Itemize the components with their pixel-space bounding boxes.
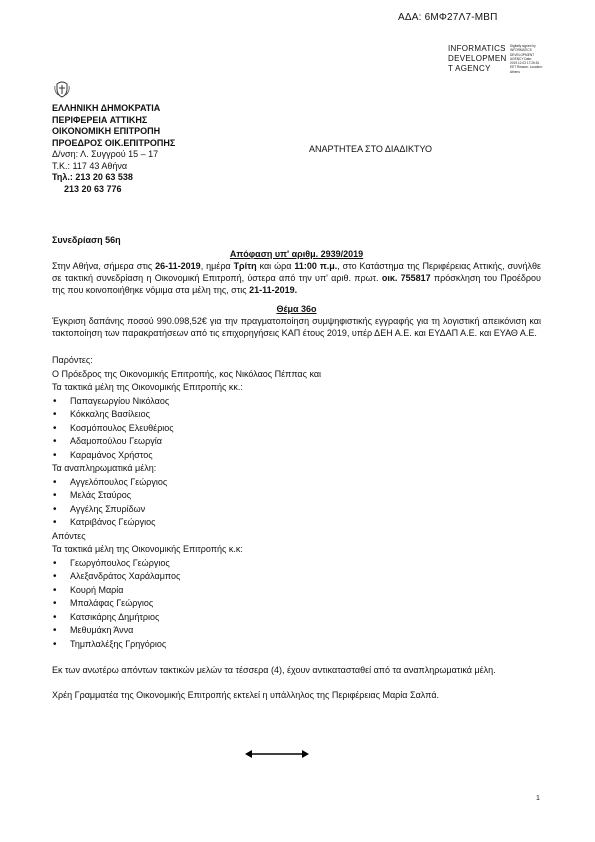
intro-text: Στην Αθήνα, σήμερα στις <box>52 261 156 271</box>
intro-text: και ώρα <box>256 261 295 271</box>
list-item: • Μεθυμάκη Άννα <box>52 624 541 638</box>
header-committee: ΟΙΚΟΝΟΜΙΚΗ ΕΠΙΤΡΟΠΗ <box>52 126 161 136</box>
header-president: ΠΡΟΕΔΡΟΣ ΟΙΚ.ΕΠΙΤΡΟΠΗΣ <box>52 137 176 148</box>
list-item: • Κουρή Μαρία <box>52 584 541 598</box>
absent-members-label: Τα τακτικά μέλη της Οικονομικής Επιτροπής κ.κ: <box>52 544 243 554</box>
list-item: • Καραμάνος Χρήστος <box>52 449 541 463</box>
list-item: • Κόκκαλης Βασίλειος <box>52 408 541 422</box>
list-item: • Κοσμόπουλος Ελευθέριος <box>52 422 541 436</box>
list-item: • Αδαμοπούλου Γεωργία <box>52 435 541 449</box>
header-phone-1: Τηλ.: 213 20 63 538 <box>52 172 133 182</box>
intro-paragraph <box>52 260 541 296</box>
list-item: • Γεωργόπουλος Γεώργιος <box>52 557 541 571</box>
regular-members-label: Τα τακτικά μέλη της Οικονομικής Επιτροπής κκ.: <box>52 382 243 392</box>
greek-coat-of-arms-icon <box>54 80 70 98</box>
intro-text: , στο Κατάστημα της Περιφέρειας Αττικής, συνήλθε σε τακτική συνεδρίαση η Οικονομική Επιτροπή, ύστερα από την υπ' αριθ. πρωτ. <box>52 261 541 283</box>
intro-text: πρόσκληση του Προέδρου της που κοινοποιήθηκε νόμιμα στα μέλη της, στις <box>52 273 541 295</box>
list-item: • Τημπλαλέξης Γρηγόριος <box>52 638 541 652</box>
publish-note: ΑΝΑΡΤΗΤΕΑ ΣΤΟ ΔΙΑΔΙΚΤΥΟ <box>309 144 432 154</box>
header-postal: Τ.Κ.: 117 43 Αθήνα <box>52 160 128 171</box>
notice-date: 21-11-2019. <box>249 285 298 295</box>
meeting-time: 11:00 π.μ. <box>294 261 338 271</box>
intro-text: , ημέρα <box>200 261 234 271</box>
list-item: • Αλεξανδράτος Χαράλαμπος <box>52 570 541 584</box>
header-address: Δ/νση: Λ. Συγγρού 15 – 17 <box>52 149 159 159</box>
session-number: Συνεδρίαση 56η <box>52 235 121 245</box>
present-label: Παρόντες: <box>52 355 93 365</box>
meeting-date: 26-11-2019 <box>155 261 201 271</box>
meeting-day: Τρίτη <box>233 261 257 271</box>
substitute-members-list <box>52 476 541 530</box>
absent-label: Απόντες <box>52 530 86 541</box>
list-item: • Μπαλάφας Γεώργιος <box>52 597 541 611</box>
topic-title: Θέμα 36ο <box>276 304 317 314</box>
protocol-number: οικ. 755817 <box>381 273 431 283</box>
list-item: • Αγγέλης Σπυρίδων <box>52 503 541 517</box>
page-number: 1 <box>536 795 540 802</box>
issuer-header <box>52 103 175 195</box>
stamp-agency: INFORMATICS DEVELOPMEN T AGENCY <box>448 44 507 73</box>
list-item: • Κατσικάρης Δημήτριος <box>52 611 541 625</box>
regular-members-list <box>52 395 541 463</box>
header-phone-2: 213 20 63 776 <box>64 183 122 194</box>
absent-members-list <box>52 557 541 652</box>
header-country: ΕΛΛΗΝΙΚΗ ΔΗΜΟΚΡΑΤΙΑ <box>52 103 161 113</box>
list-item: • Αγγελόπουλος Γεώργιος <box>52 476 541 490</box>
substitute-members-label: Τα αναπληρωματικά μέλη: <box>52 463 157 473</box>
topic-description: Έγκριση δαπάνης ποσού 990.098,52€ για την πραγματοποίηση συμψηφιστικής εγγραφής για τη λογιστική απεικόνιση και τακτοποίηση των παρακρατήσεων από τις επιχορηγήσεις ΚΑΠ έτους 2019, υπέρ ΔΕΗ Α.Ε. και ΕΥΔΑΠ Α.Ε. και ΕΥΑΘ Α.Ε. <box>52 316 541 338</box>
document-body <box>52 234 541 701</box>
list-item: • Παπαγεωργίου Νικόλαος <box>52 395 541 409</box>
double-arrow-icon <box>245 749 309 759</box>
list-item: • Μελάς Σταύρος <box>52 489 541 503</box>
stamp-fine-print: Digitally signed by INFORMATICS DEVELOPMENT AGENCY Date: 2019.12.03 17:26:51 EET Reason: Location: Athens <box>510 44 543 74</box>
replacement-note: Εκ των ανωτέρω απόντων τακτικών μελών τα τέσσερα (4), έχουν αντικατασταθεί από τα αναπληρωματικά μέλη. <box>52 665 496 675</box>
list-item: • Κατριβάνος Γεώργιος <box>52 516 541 530</box>
decision-title: Απόφαση υπ' αριθμ. 2939/2019 <box>229 249 364 259</box>
ada-code: ΑΔΑ: 6ΜΦ27Λ7-ΜΒΠ <box>398 12 498 23</box>
secretary-note: Χρέη Γραμματέα της Οικονομικής Επιτροπής εκτελεί η υπάλληλος της Περιφέρειας Μαρία Σαλπά. <box>52 690 440 700</box>
president-line: Ο Πρόεδρος της Οικονομικής Επιτροπής, κος Νικόλαος Πέππας και <box>52 368 322 379</box>
header-region: ΠΕΡΙΦΕΡΕΙΑ ΑΤΤΙΚΗΣ <box>52 114 148 125</box>
